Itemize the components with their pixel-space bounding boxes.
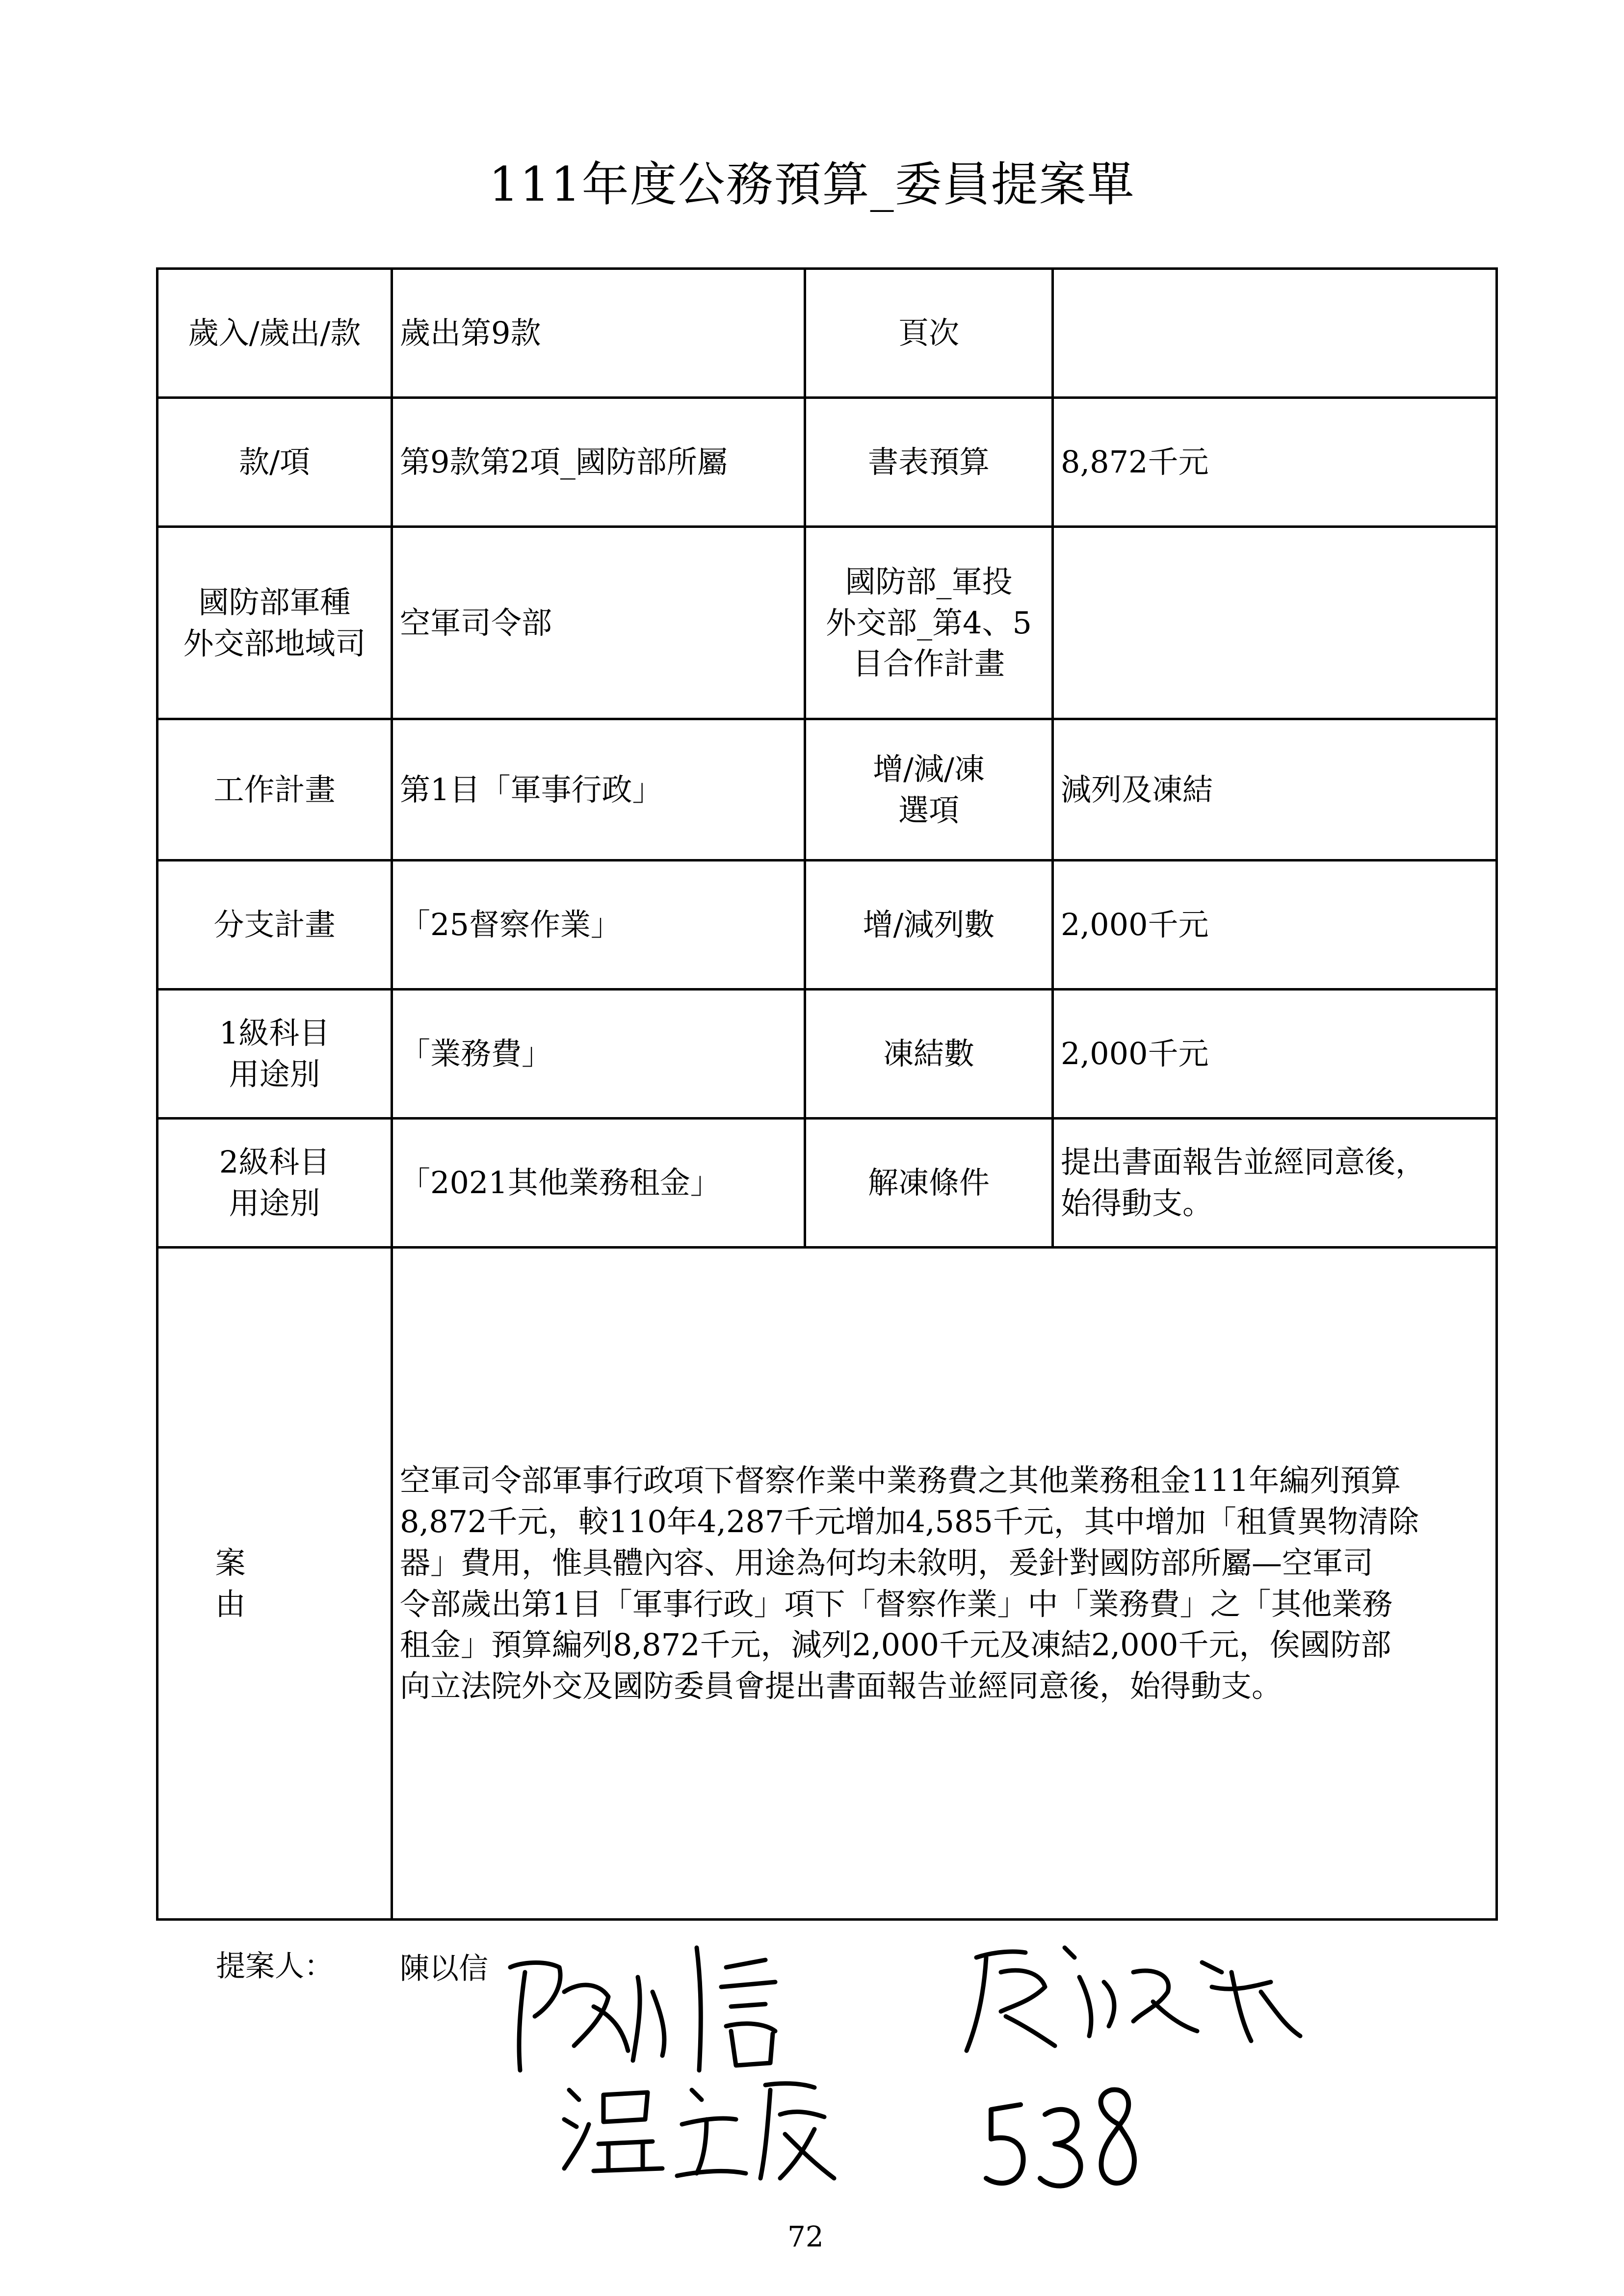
- reason-line: 空軍司令部軍事行政項下督察作業中業務費之其他業務租金111年編列預算: [400, 1462, 1401, 1499]
- field-label: 增/減/凍 選項: [805, 719, 1053, 861]
- signature-1: [491, 1933, 864, 2080]
- reason-label: 案由: [157, 1248, 392, 1920]
- reason-line: 向立法院外交及國防委員會提出書面報告並經同意後，始得動支。: [400, 1668, 1283, 1704]
- field-value: 提出書面報告並經同意後， 始得動支。: [1053, 1119, 1497, 1248]
- form-row: [157, 398, 1497, 527]
- field-label: 凍結數: [805, 990, 1053, 1119]
- reason-line: 8,872千元，較110年4,287千元增加4,585千元，其中增加「租賃異物清除: [400, 1504, 1419, 1540]
- form-row: [157, 527, 1497, 719]
- handwritten-number: [976, 2075, 1143, 2198]
- field-value: 2,000千元: [1053, 990, 1497, 1119]
- field-value: 空軍司令部: [392, 527, 805, 719]
- reason-line: 令部歲出第1目「軍事行政」項下「督察作業」中「業務費」之「其他業務: [400, 1586, 1393, 1622]
- field-value: 2,000千元: [1053, 861, 1497, 990]
- field-value: 歲出第9款: [392, 269, 805, 398]
- field-label: 國防部_軍投 外交部_第4、5 目合作計畫: [805, 527, 1053, 719]
- field-label: 增/減列數: [805, 861, 1053, 990]
- proposal-form-table: [156, 267, 1498, 1921]
- field-label: 解凍條件: [805, 1119, 1053, 1248]
- field-value: [1053, 269, 1497, 398]
- field-value: 「業務費」: [392, 990, 805, 1119]
- field-label: 1級科目 用途別: [157, 990, 392, 1119]
- proposer-label: 提案人：: [216, 1949, 334, 1983]
- form-row: [157, 990, 1497, 1119]
- form-row: [157, 861, 1497, 990]
- reason-line: 器」費用，惟具體內容、用途為何均未敘明，爰針對國防部所屬—空軍司: [400, 1544, 1374, 1581]
- field-value: 減列及凍結: [1053, 719, 1497, 861]
- reason-line: 租金」預算編列8,872千元，減列2,000千元及凍結2,000千元，俟國防部: [400, 1627, 1391, 1663]
- field-value: 8,872千元: [1053, 398, 1497, 527]
- signature-3: [550, 2061, 854, 2188]
- field-label: 款/項: [157, 398, 392, 527]
- field-label: 2級科目 用途別: [157, 1119, 392, 1248]
- form-row: [157, 269, 1497, 398]
- field-label: 分支計畫: [157, 861, 392, 990]
- field-label: 書表預算: [805, 398, 1053, 527]
- form-row-reason: [157, 1248, 1497, 1920]
- reason-text: [392, 1248, 1497, 1920]
- field-value: 「25督察作業」: [392, 861, 805, 990]
- field-value: 第9款第2項_國防部所屬: [392, 398, 805, 527]
- form-row: [157, 1119, 1497, 1248]
- form-row: [157, 719, 1497, 861]
- signature-2: [957, 1928, 1310, 2056]
- proposer-name: 陳以信: [400, 1952, 488, 1986]
- page-number: 72: [787, 2220, 824, 2253]
- field-label: 工作計畫: [157, 719, 392, 861]
- page-title: 111年度公務預算_委員提案單: [489, 157, 1135, 212]
- field-label: 歲入/歲出/款: [157, 269, 392, 398]
- field-value: 第1目「軍事行政」: [392, 719, 805, 861]
- field-label: 國防部軍種 外交部地域司: [157, 527, 392, 719]
- field-value: [1053, 527, 1497, 719]
- field-label: 頁次: [805, 269, 1053, 398]
- field-value: 「2021其他業務租金」: [392, 1119, 805, 1248]
